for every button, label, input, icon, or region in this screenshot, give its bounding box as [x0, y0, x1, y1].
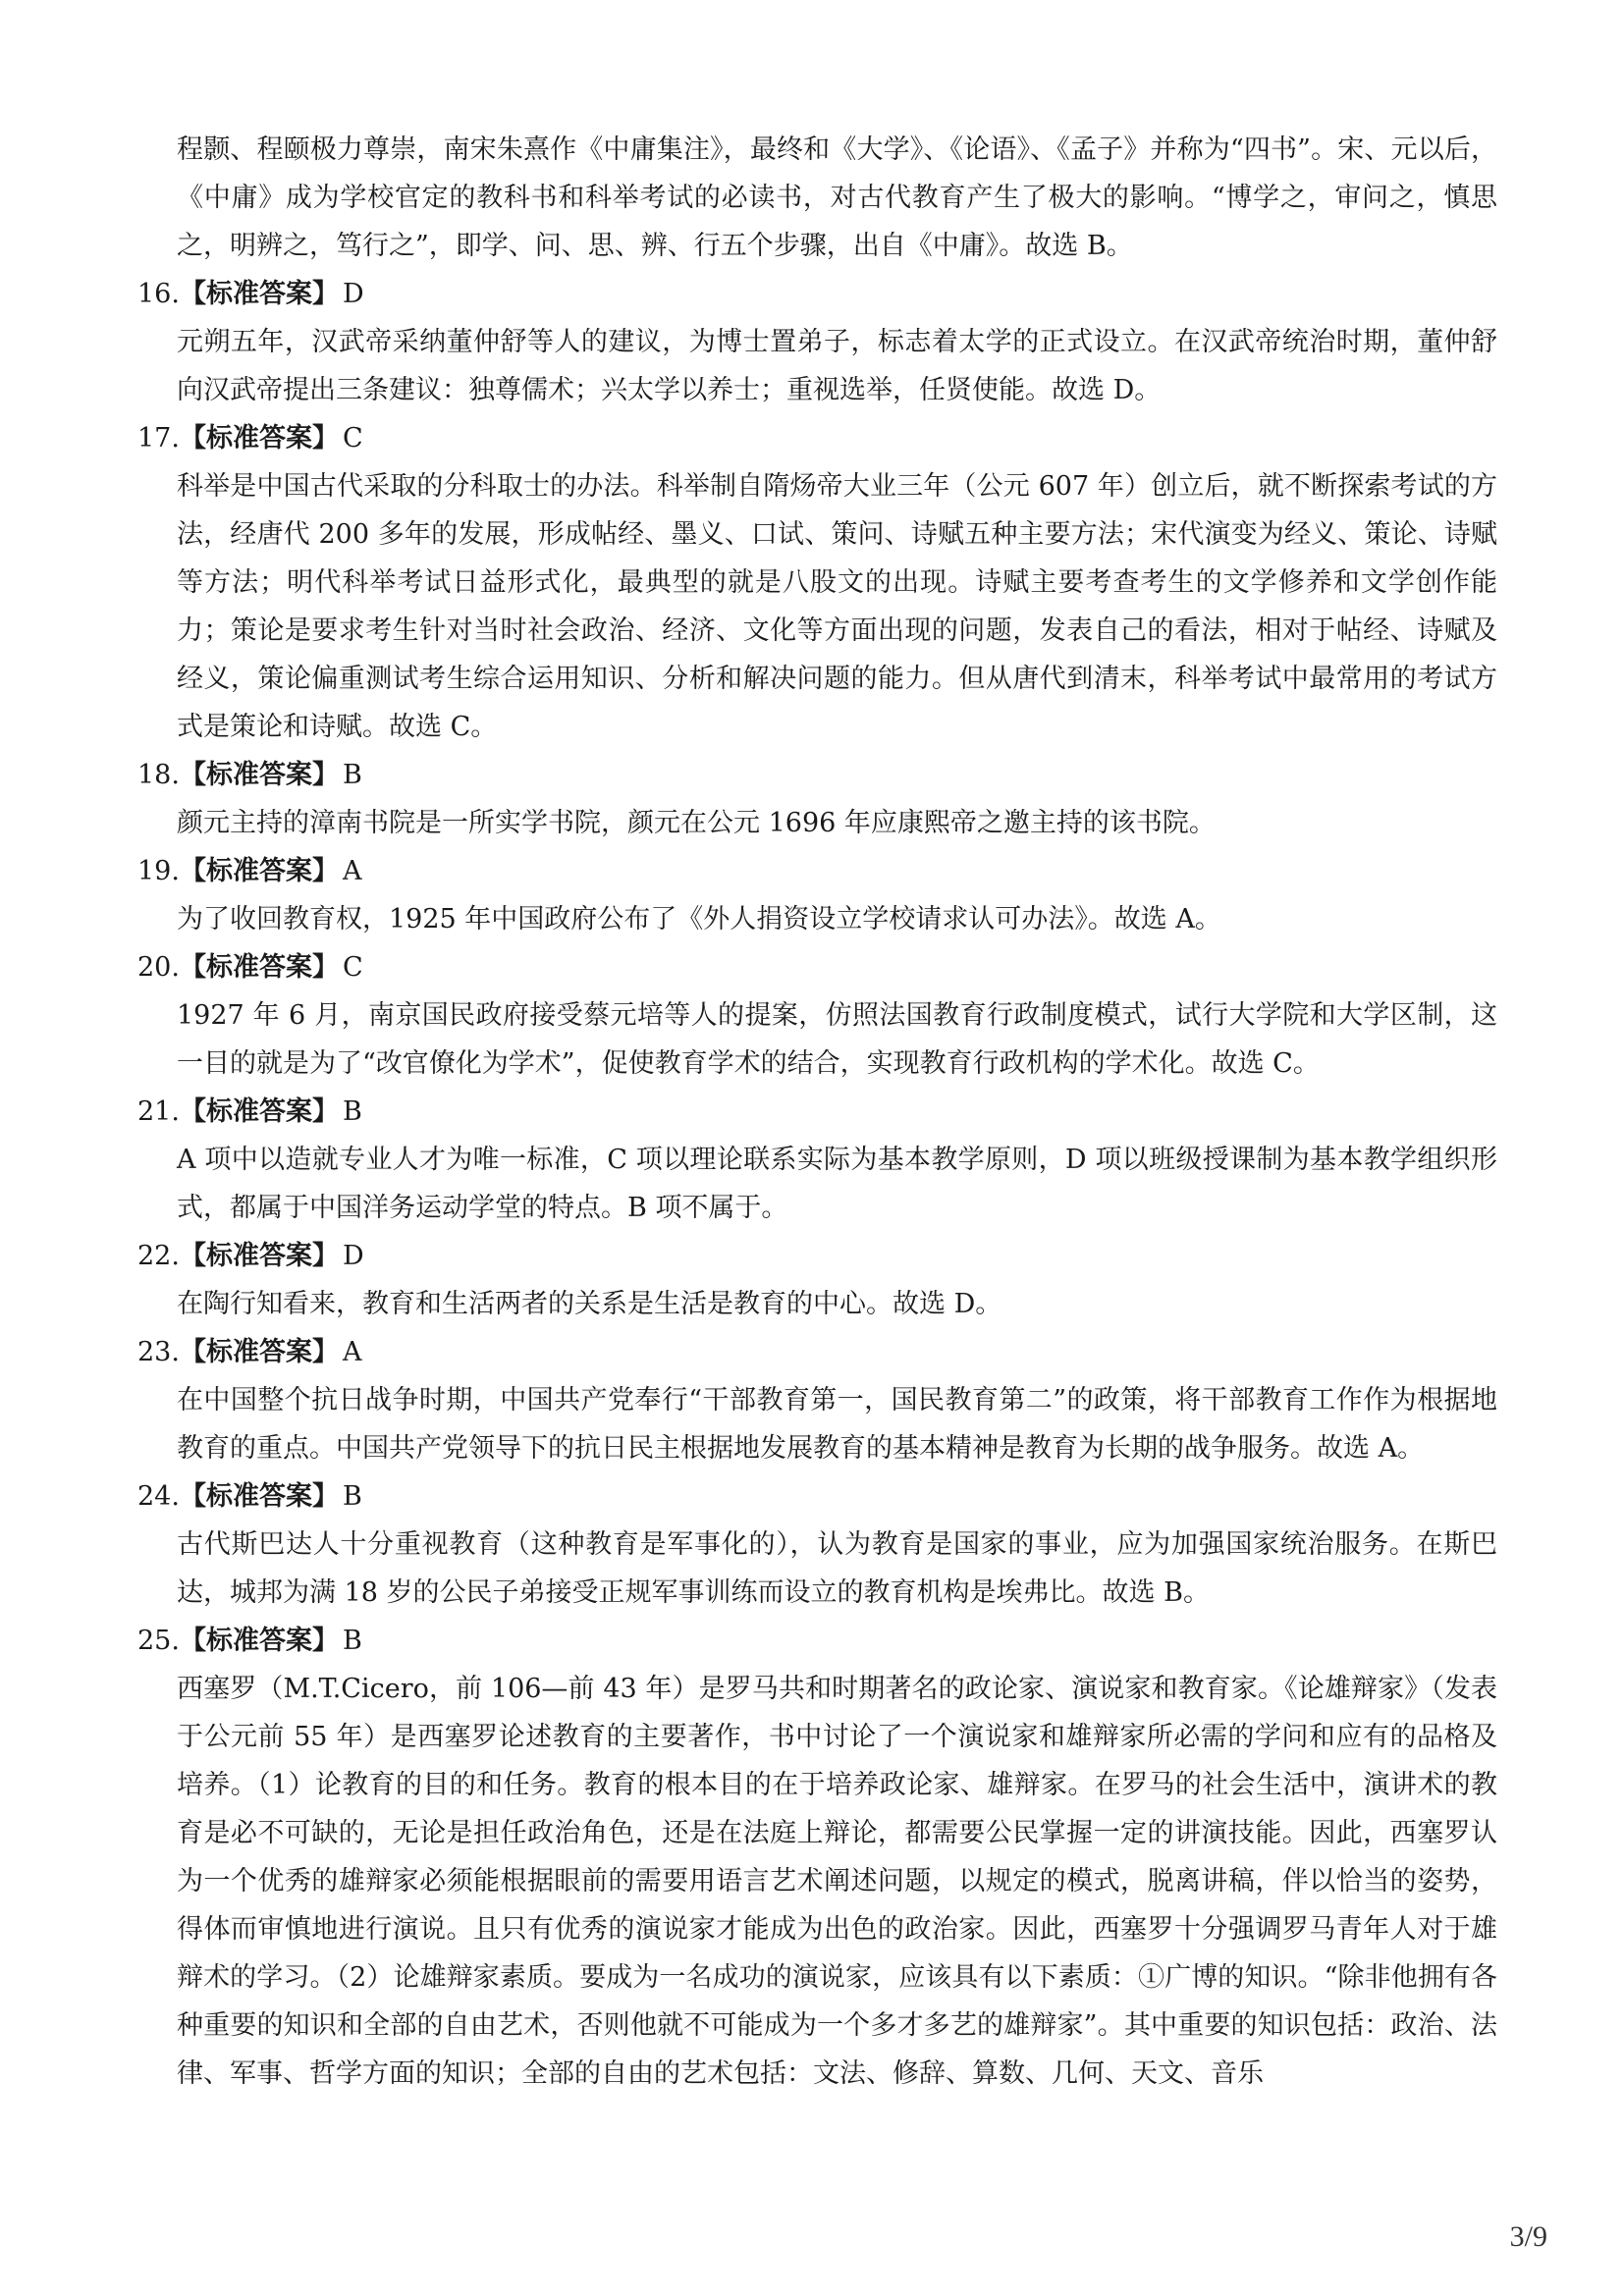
- answer-item: [137, 1232, 1497, 1328]
- answer-item: [137, 270, 1497, 414]
- answer-explanations: [137, 126, 1497, 2098]
- answer-label: 【标准答案】: [179, 760, 339, 790]
- question-number: 19.: [137, 856, 180, 886]
- question-number: 18.: [137, 760, 180, 790]
- question-number: 17.: [137, 423, 180, 454]
- answer-item: [137, 414, 1497, 751]
- answer-label: 【标准答案】: [179, 856, 339, 886]
- answer-letter: D: [342, 1241, 364, 1271]
- answer-list: [137, 270, 1497, 2098]
- answer-heading: [137, 1088, 1497, 1136]
- answer-letter: C: [342, 423, 363, 454]
- question-number: 23.: [137, 1337, 180, 1367]
- answer-letter: B: [342, 1626, 362, 1656]
- answer-heading: [137, 1617, 1497, 1665]
- answer-letter: C: [342, 952, 363, 983]
- answer-label: 【标准答案】: [179, 279, 339, 309]
- answer-label: 【标准答案】: [179, 1241, 339, 1271]
- answer-item: [137, 1472, 1497, 1617]
- answer-label: 【标准答案】: [179, 1337, 339, 1367]
- answer-item: [137, 1617, 1497, 2098]
- answer-item: [137, 751, 1497, 847]
- answer-heading: [137, 943, 1497, 991]
- answer-label: 【标准答案】: [179, 1481, 339, 1512]
- answer-heading: [137, 1472, 1497, 1521]
- explanation-text: 科举是中国古代采取的分科取士的办法。科举制自隋炀帝大业三年（公元 607 年）创立后，就不断探索考试的方法，经唐代 200 多年的发展，形成帖经、墨义、口试、策问、诗赋五种主要方法；宋代演变为经义、策论、诗赋等方法；明代科举考试日益形式化，最典型的就是八股文的出现。诗赋主要考查考生的文学修养和文学创作能力；策论是要求考生针对当时社会政治、经济、文化等方面出现的问题，发表自己的看法，相对于帖经、诗赋及经义，策论偏重测试考生综合运用知识、分析和解决问题的能力。但从唐代到清末，科举考试中最常用的考试方式是策论和诗赋。故选 C。: [177, 471, 1497, 742]
- answer-label: 【标准答案】: [179, 423, 339, 454]
- page-number: 3/9: [1509, 2220, 1547, 2253]
- explanation-text: 古代斯巴达人十分重视教育（这种教育是军事化的），认为教育是国家的事业，应为加强国家统治服务。在斯巴达，城邦为满 18 岁的公民子弟接受正规军事训练而设立的教育机构是埃弗比。故选 B。: [177, 1529, 1497, 1608]
- answer-item: [137, 943, 1497, 1088]
- explanation-text: A 项中以造就专业人才为唯一标准，C 项以理论联系实际为基本教学原则，D 项以班级授课制为基本教学组织形式，都属于中国洋务运动学堂的特点。B 项不属于。: [177, 1145, 1497, 1223]
- answer-heading: [137, 414, 1497, 462]
- question-number: 20.: [137, 952, 180, 983]
- answer-heading: [137, 751, 1497, 799]
- answer-label: 【标准答案】: [179, 1626, 339, 1656]
- question-number: 25.: [137, 1626, 180, 1656]
- answer-letter: A: [342, 856, 362, 886]
- answer-letter: B: [342, 760, 362, 790]
- question-number: 21.: [137, 1096, 180, 1127]
- answer-heading: [137, 1232, 1497, 1280]
- answer-heading: [137, 1328, 1497, 1376]
- explanation-text: 1927 年 6 月，南京国民政府接受蔡元培等人的提案，仿照法国教育行政制度模式，试行大学院和大学区制，这一目的就是为了“改官僚化为学术”，促使教育学术的结合，实现教育行政机构的学术化。故选 C。: [177, 1000, 1497, 1079]
- answer-letter: B: [342, 1096, 362, 1127]
- explanation-text: 为了收回教育权，1925 年中国政府公布了《外人捐资设立学校请求认可办法》。故选 A。: [177, 904, 1221, 934]
- answer-label: 【标准答案】: [179, 952, 339, 983]
- question-number: 16.: [137, 279, 180, 309]
- explanation-text: 颜元主持的漳南书院是一所实学书院，颜元在公元 1696 年应康熙帝之邀主持的该书院。: [177, 808, 1216, 838]
- answer-letter: A: [342, 1337, 362, 1367]
- explanation-text: 元朔五年，汉武帝采纳董仲舒等人的建议，为博士置弟子，标志着太学的正式设立。在汉武帝统治时期，董仲舒向汉武帝提出三条建议：独尊儒术；兴太学以养士；重视选举，任贤使能。故选 D。: [177, 327, 1497, 405]
- answer-heading: [137, 270, 1497, 318]
- explanation-text: 在中国整个抗日战争时期，中国共产党奉行“干部教育第一，国民教育第二”的政策，将干部教育工作作为根据地教育的重点。中国共产党领导下的抗日民主根据地发展教育的基本精神是教育为长期的战争服务。故选 A。: [177, 1385, 1497, 1464]
- answer-heading: [137, 847, 1497, 895]
- answer-item: [137, 1328, 1497, 1472]
- explanation-text: 在陶行知看来，教育和生活两者的关系是生活是教育的中心。故选 D。: [177, 1289, 1002, 1319]
- intro-paragraph: 程颢、程颐极力尊崇，南宋朱熹作《中庸集注》，最终和《大学》、《论语》、《孟子》并称为“四书”。宋、元以后，《中庸》成为学校官定的教科书和科举考试的必读书，对古代教育产生了极大的影响。“博学之，审问之，慎思之，明辨之，笃行之”，即学、问、思、辨、行五个步骤，出自《中庸》。故选 B。: [177, 134, 1497, 261]
- explanation-text: 西塞罗（M.T.Cicero，前 106—前 43 年）是罗马共和时期著名的政论家、演说家和教育家。《论雄辩家》（发表于公元前 55 年）是西塞罗论述教育的主要著作，书中讨论了一个演说家和雄辩家所必需的学问和应有的品格及培养。（1）论教育的目的和任务。教育的根本目的在于培养政论家、雄辩家。在罗马的社会生活中，演讲术的教育是必不可缺的，无论是担任政治角色，还是在法庭上辩论，都需要公民掌握一定的讲演技能。因此，西塞罗认为一个优秀的雄辩家必须能根据眼前的需要用语言艺术阐述问题，以规定的模式，脱离讲稿，伴以恰当的姿势，得体而审慎地进行演说。且只有优秀的演说家才能成为出色的政治家。因此，西塞罗十分强调罗马青年人对于雄辩术的学习。（2）论雄辩家素质。要成为一名成功的演说家，应该具有以下素质：①广博的知识。“除非他拥有各种重要的知识和全部的自由艺术，否则他就不可能成为一个多才多艺的雄辩家”。其中重要的知识包括：政治、法律、军事、哲学方面的知识；全部的自由的艺术包括：文法、修辞、算数、几何、天文、音乐: [177, 1674, 1497, 2089]
- answer-item: [137, 1088, 1497, 1232]
- answer-label: 【标准答案】: [179, 1096, 339, 1127]
- answer-letter: B: [342, 1481, 362, 1512]
- answer-item: [137, 847, 1497, 943]
- question-number: 22.: [137, 1241, 180, 1271]
- answer-letter: D: [342, 279, 364, 309]
- question-number: 24.: [137, 1481, 180, 1512]
